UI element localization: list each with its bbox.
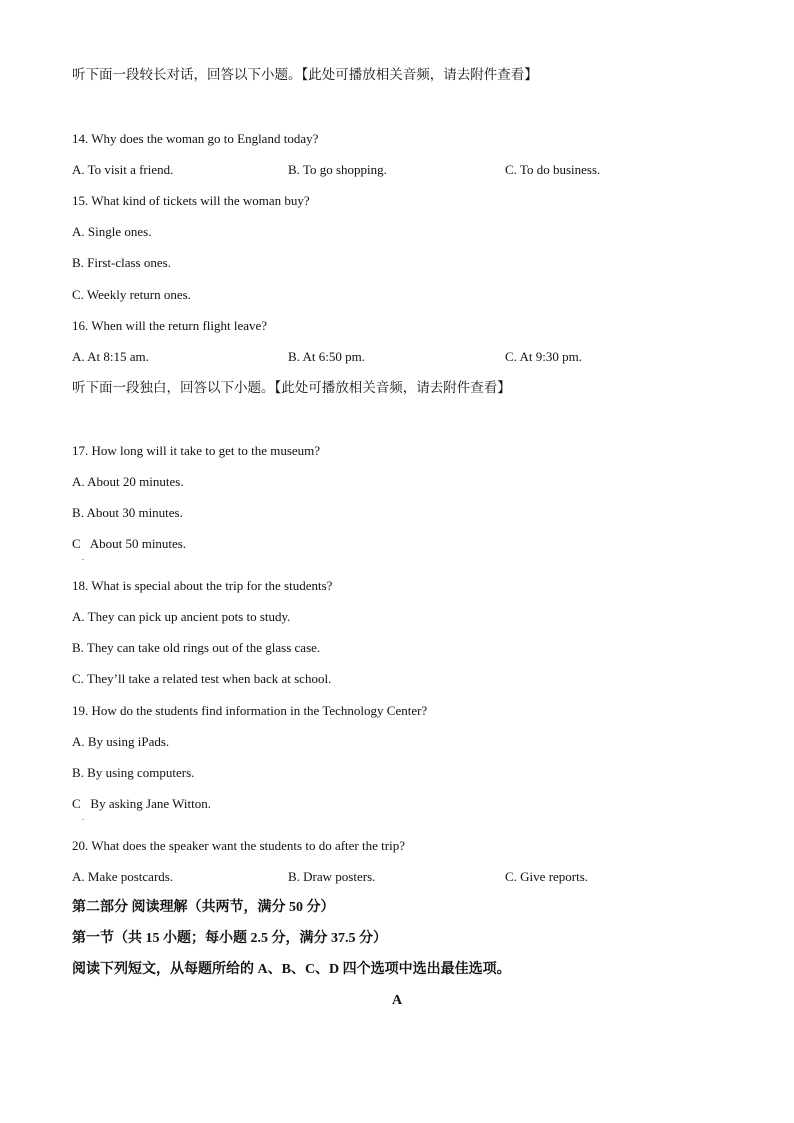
question-19: 19. How do the students find information in the Technology Center? — [72, 703, 428, 718]
section-heading: 第一节（共 15 小题；每小题 2.5 分，满分 37.5 分） — [72, 931, 387, 946]
passage-label: A — [391, 993, 403, 1008]
q18-option-c: C. They’ll take a related test when back at school. — [72, 671, 332, 686]
listening-intro-monologue: 听下面一段独白，回答以下小题。【此处可播放相关音频，请去附件查看】 — [72, 380, 511, 395]
listening-intro-dialogue: 听下面一段较长对话，回答以下小题。【此处可播放相关音频，请去附件查看】 — [72, 67, 538, 82]
q15-option-a: A. Single ones. — [72, 224, 152, 239]
q20-option-c: C. Give reports. — [505, 869, 589, 884]
q17-option-a: A. About 20 minutes. — [72, 474, 184, 489]
question-17: 17. How long will it take to get to the museum? — [72, 443, 321, 458]
q14-option-b: B. To go shopping. — [288, 162, 387, 177]
part2-heading: 第二部分 阅读理解（共两节，满分 50 分） — [72, 900, 335, 915]
q20-option-b: B. Draw posters. — [288, 869, 376, 884]
q17-option-c: C About 50 minutes. — [72, 536, 187, 551]
reading-instruction: 阅读下列短文，从每题所给的 A、B、C、D 四个选项中选出最佳选项。 — [72, 962, 511, 977]
q14-option-c: C. To do business. — [505, 162, 601, 177]
q15-option-c: C. Weekly return ones. — [72, 287, 191, 302]
q20-option-a: A. Make postcards. — [72, 869, 174, 884]
q16-option-c: C. At 9:30 pm. — [505, 349, 582, 364]
q16-option-a: A. At 8:15 am. — [72, 349, 149, 364]
q15-option-b: B. First-class ones. — [72, 255, 171, 270]
question-16: 16. When will the return flight leave? — [72, 318, 268, 333]
q18-option-a: A. They can pick up ancient pots to study. — [72, 609, 291, 624]
q17-option-b: B. About 30 minutes. — [72, 505, 183, 520]
q19-option-b: B. By using computers. — [72, 765, 195, 780]
period-mark: . — [82, 813, 84, 822]
question-20: 20. What does the speaker want the students to do after the trip? — [72, 838, 405, 853]
q19-option-a: A. By using iPads. — [72, 734, 170, 749]
period-mark: . — [82, 553, 84, 562]
question-15: 15. What kind of tickets will the woman buy? — [72, 193, 310, 208]
q14-option-a: A. To visit a friend. — [72, 162, 174, 177]
question-14: 14. Why does the woman go to England today? — [72, 131, 319, 146]
q18-option-b: B. They can take old rings out of the glass case. — [72, 640, 321, 655]
question-18: 18. What is special about the trip for the students? — [72, 578, 333, 593]
q19-option-c: C By asking Jane Witton. — [72, 796, 211, 811]
q16-option-b: B. At 6:50 pm. — [288, 349, 365, 364]
